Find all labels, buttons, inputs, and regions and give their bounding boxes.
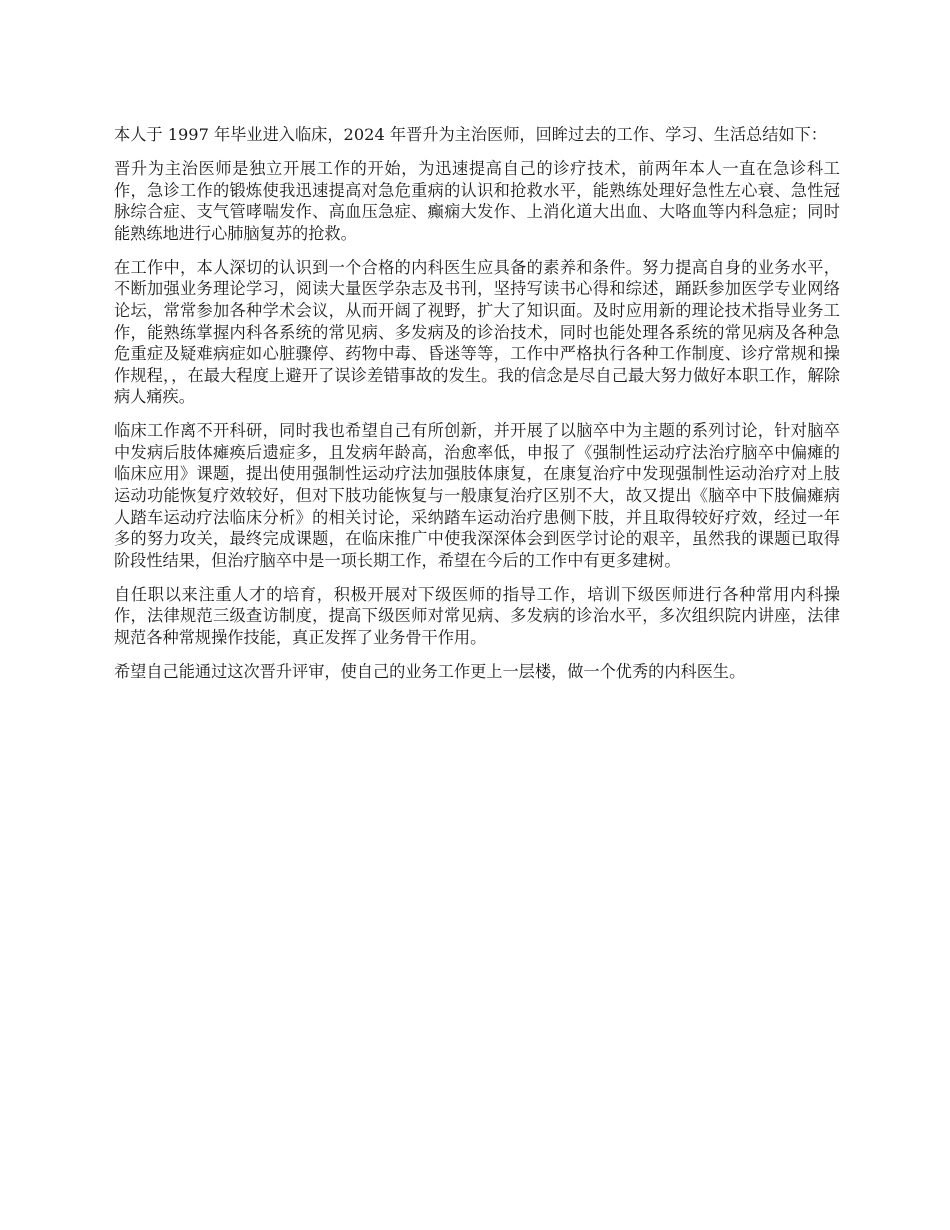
paragraph-professional-growth: 在工作中，本人深切的认识到一个合格的内科医生应具备的素养和条件。努力提高自身的业务水平，不断加强业务理论学习，阅读大量医学杂志及书刊，坚持写读书心得和综述，踊跃参加医学专业网络论坛，常常参加各种学术会议，从而开阔了视野，扩大了知识面。及时应用新的理论技术指导业务工作，能熟练掌握内科各系统的常见病、多发病及的诊治技术，同时也能处理各系统的常见病及各种急危重症及疑难病症如心脏骤停、药物中毒、昏迷等等，工作中严格执行各种工作制度、诊疗常规和操作规程，，在最大程度上避开了误诊差错事故的发生。我的信念是尽自己最大努力做好本职工作，解除病人痛疾。 <box>114 257 840 407</box>
paragraph-conclusion: 希望自己能通过这次晋升评审，使自己的业务工作更上一层楼，做一个优秀的内科医生。 <box>114 662 746 682</box>
paragraph-emergency-work: 晋升为主治医师是独立开展工作的开始，为迅速提高自己的诊疗技术，前两年本人一直在急诊科工作，急诊工作的锻炼使我迅速提高对急危重病的认识和抢救水平，能熟练处理好急性左心衰、急性冠脉综合症、支气管哮喘发作、高血压急症、癫痫大发作、上消化道大出血、大咯血等内科急症；同时能熟练地进行心肺脑复苏的抢救。 <box>114 158 840 243</box>
document-body <box>114 124 840 695</box>
paragraph-mentoring: 自任职以来注重人才的培育，积极开展对下级医师的指导工作，培训下级医师进行各种常用内科操作，法律规范三级查访制度，提高下级医师对常见病、多发病的诊治水平，多次组织院内讲座，法律规范各种常规操作技能，真正发挥了业务骨干作用。 <box>114 584 840 648</box>
paragraph-intro: 本人于 1997 年毕业进入临床，2024 年晋升为主治医师，回眸过去的工作、学习、生活总结如下： <box>114 125 827 144</box>
paragraph-research: 临床工作离不开科研，同时我也希望自己有所创新，并开展了以脑卒中为主题的系列讨论，针对脑卒中发病后肢体瘫痪后遗症多，且发病年龄高，治愈率低，申报了《强制性运动疗法治疗脑卒中偏瘫的临床应用》课题，提出使用强制性运动疗法加强肢体康复，在康复治疗中发现强制性运动治疗对上肢运动功能恢复疗效较好，但对下肢功能恢复与一般康复治疗区别不大，故又提出《脑卒中下肢偏瘫病人踏车运动疗法临床分析》的相关讨论，采纳踏车运动治疗患侧下肢，并且取得较好疗效，经过一年多的努力攻关，最终完成课题，在临床推广中使我深深体会到医学讨论的艰辛，虽然我的课题已取得阶段性结果，但治疗脑卒中是一项长期工作，希望在今后的工作中有更多建树。 <box>114 421 840 570</box>
